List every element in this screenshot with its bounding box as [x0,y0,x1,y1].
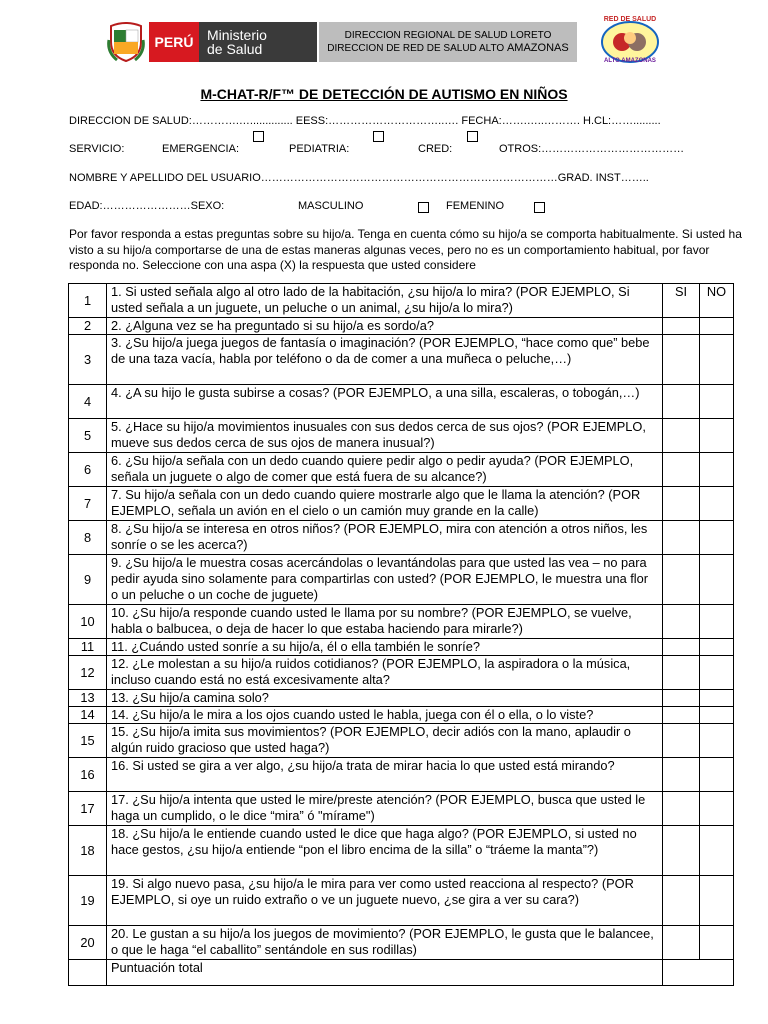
question-row [69,707,734,724]
question-number: 3 [69,335,107,385]
question-row [69,792,734,826]
total-label: Puntuación total [107,960,663,986]
region-box [319,22,577,62]
total-row [69,960,734,986]
answer-si-cell[interactable] [663,487,700,521]
question-text: 14. ¿Su hijo/a le mira a los ojos cuando usted le habla, juega con él o ella, o lo viste? [107,707,663,724]
answer-si-cell[interactable] [663,876,700,926]
emergencia-label: EMERGENCIA: [162,143,240,155]
questionnaire-table [68,283,734,986]
masculino-checkbox[interactable] [418,202,429,213]
question-row [69,453,734,487]
otros-field[interactable]: OTROS:………………………………… [499,143,685,155]
red-salud-logo [595,16,665,66]
answer-no-cell[interactable] [700,318,734,335]
answer-no-cell[interactable] [700,758,734,792]
answer-no-cell[interactable] [700,453,734,487]
question-text: 12. ¿Le molestan a su hijo/a ruidos cotidianos? (POR EJEMPLO, la aspiradora o la música, incluso cuando está no está excesivamente alta? [107,656,663,690]
question-row [69,690,734,707]
intro-text: Por favor responda a estas preguntas sobre su hijo/a. Tenga en cuenta cómo su hijo/a se comporta habitualmente. Si usted ha visto a su hijo/a comportarse de una de estas maneras algunas veces, pero no es un comportamiento habitual, por favor responda no. Seleccione con una aspa (X) la respuesta que usted considere [69,227,742,272]
question-text: 17. ¿Su hijo/a intenta que usted le mire/preste atención? (POR EJEMPLO, busca que usted le haga un cumplido, o le dice “mira” ó "mírame") [107,792,663,826]
femenino-checkbox[interactable] [534,202,545,213]
question-number: 12 [69,656,107,690]
question-number: 7 [69,487,107,521]
question-number: 15 [69,724,107,758]
question-row [69,656,734,690]
page-title: M-CHAT-R/F™ DE DETECCIÓN DE AUTISMO EN NIÑOS [200,86,568,102]
question-number: 11 [69,639,107,656]
answer-si-cell[interactable] [663,724,700,758]
ministry-logo [149,22,317,62]
answer-no-cell[interactable] [700,724,734,758]
question-number: 19 [69,876,107,926]
answer-no-cell[interactable] [700,707,734,724]
question-number: 16 [69,758,107,792]
question-text: 5. ¿Hace su hijo/a movimientos inusuales con sus dedos cerca de sus ojos? (POR EJEMPLO, mueve sus dedos cerca de sus ojos de manera inusual?) [107,419,663,453]
question-row [69,605,734,639]
answer-si-cell[interactable] [663,419,700,453]
question-text: 10. ¿Su hijo/a responde cuando usted le llama por su nombre? (POR EJEMPLO, se vuelve, habla o balbucea, o deja de hacer lo que estaba haciendo para mirarle?) [107,605,663,639]
answer-si-cell[interactable] [663,792,700,826]
question-text: 4. ¿A su hijo le gusta subirse a cosas? (POR EJEMPLO, a una silla, escaleras, o tobogán,…) [107,385,663,419]
question-text: 16. Si usted se gira a ver algo, ¿su hijo/a trata de mirar hacia lo que usted está mirando? [107,758,663,792]
answer-no-cell[interactable] [700,385,734,419]
answer-si-cell[interactable] [663,690,700,707]
question-number: 2 [69,318,107,335]
region-line2: DIRECCION DE RED DE SALUD ALTO [327,43,505,54]
answer-no-cell[interactable] [700,792,734,826]
answer-si-cell[interactable] [663,926,700,960]
region-line1: DIRECCION REGIONAL DE SALUD LORETO [344,30,552,41]
question-number: 4 [69,385,107,419]
logo-text-top: RED DE SALUD [603,16,657,23]
answer-si-cell[interactable] [663,758,700,792]
answer-no-cell[interactable] [700,521,734,555]
answer-si-cell[interactable] [663,605,700,639]
answer-no-cell[interactable] [700,605,734,639]
edad-sexo-field[interactable]: EDAD:……………………SEXO: [69,200,225,212]
question-row [69,419,734,453]
answer-si-cell[interactable] [663,707,700,724]
question-row [69,555,734,605]
question-text: 2. ¿Alguna vez se ha preguntado si su hijo/a es sordo/a? [107,318,663,335]
answer-si-cell[interactable] [663,826,700,876]
ministry-line1: Ministerio [207,27,267,43]
question-text: 9. ¿Su hijo/a le muestra cosas acercándolas o levantándolas para que usted las vea – no para pedir ayuda sino solamente para compartirlas con usted? (POR EJEMPLO, le muestra una flor o un peluche o un coche de juguete) [107,555,663,605]
question-text: 1. Si usted señala algo al otro lado de la habitación, ¿su hijo/a lo mira? (POR EJEMPLO, Si usted señala a un juguete, un peluche o un animal, ¿su hijo/a lo mira?) [107,284,663,318]
question-number: 17 [69,792,107,826]
answer-no-cell[interactable] [700,826,734,876]
question-row [69,318,734,335]
answer-no-cell[interactable] [700,335,734,385]
question-text: 6. ¿Su hijo/a señala con un dedo cuando quiere pedir algo o pedir ayuda? (POR EJEMPLO, señala un juguete o algo de comer que está fuera de su alcance?) [107,453,663,487]
question-row [69,487,734,521]
peru-coat-of-arms [107,22,145,62]
pediatria-checkbox[interactable] [373,131,384,142]
logo-text-bottom: ALTO AMAZONAS [604,58,656,64]
answer-si-cell[interactable] [663,318,700,335]
ministry-line2: de Salud [207,41,263,57]
answer-si-cell[interactable] [663,555,700,605]
total-number-cell [69,960,107,986]
question-text: 13. ¿Su hijo/a camina solo? [107,690,663,707]
answer-si-cell[interactable] [663,639,700,656]
question-number: 9 [69,555,107,605]
nombre-field[interactable]: NOMBRE Y APELLIDO DEL USUARIO………………………………………………………………………GRAD. INST…….. [69,172,649,184]
answer-no-cell[interactable] [700,690,734,707]
answer-no-cell[interactable] [700,487,734,521]
question-text: 11. ¿Cuándo usted sonríe a su hijo/a, él o ella también le sonríe? [107,639,663,656]
answer-no-cell[interactable] [700,555,734,605]
answer-si-cell[interactable] [663,335,700,385]
total-score-cell[interactable] [663,960,734,986]
answer-si-cell[interactable] [663,656,700,690]
question-row [69,826,734,876]
answer-no-cell[interactable] [700,926,734,960]
answer-no-cell[interactable] [700,419,734,453]
question-number: 5 [69,419,107,453]
question-row [69,639,734,656]
question-row [69,385,734,419]
question-row [69,758,734,792]
question-number: 6 [69,453,107,487]
answer-si-cell[interactable] [663,453,700,487]
pediatria-label: PEDIATRIA: [289,143,350,155]
cred-checkbox[interactable] [467,131,478,142]
answer-no-cell[interactable] [700,876,734,926]
question-number: 20 [69,926,107,960]
peru-label: PERÚ [149,22,199,62]
question-text: 7. Su hijo/a señala con un dedo cuando quiere mostrarle algo que le llama la atención? (POR EJEMPLO, señala un avión en el cielo o un camión muy grande en la calle) [107,487,663,521]
no-header[interactable]: NO [700,284,734,318]
answer-no-cell[interactable] [700,639,734,656]
masculino-label: MASCULINO [298,200,364,212]
question-number: 14 [69,707,107,724]
question-row [69,876,734,926]
question-number: 10 [69,605,107,639]
question-number: 18 [69,826,107,876]
femenino-label: FEMENINO [446,200,505,212]
question-row [69,926,734,960]
servicio-label: SERVICIO: [69,143,125,155]
answer-si-cell[interactable] [663,521,700,555]
cred-label: CRED: [418,143,453,155]
question-number: 1 [69,284,107,318]
question-row [69,521,734,555]
question-row [69,284,734,318]
si-header[interactable]: SI [663,284,700,318]
question-row [69,724,734,758]
question-text: 20. Le gustan a su hijo/a los juegos de movimiento? (POR EJEMPLO, le gusta que le balancee, o que le haga “el caballito” sentándole en sus rodillas) [107,926,663,960]
question-text: 15. ¿Su hijo/a imita sus movimientos? (POR EJEMPLO, decir adiós con la mano, aplaudir o algún ruido gracioso que usted haga?) [107,724,663,758]
emergencia-checkbox[interactable] [253,131,264,142]
region-line2-end: AMAZONAS [506,42,569,54]
answer-si-cell[interactable] [663,385,700,419]
question-row [69,335,734,385]
question-number: 8 [69,521,107,555]
question-text: 8. ¿Su hijo/a se interesa en otros niños? (POR EJEMPLO, mira con atención a otros niños, les sonríe o se les acerca?) [107,521,663,555]
question-text: 18. ¿Su hijo/a le entiende cuando usted le dice que haga algo? (POR EJEMPLO, si usted no hace gestos, ¿su hijo/a entiende “pon el libro encima de la silla” o “tráeme la manta”?) [107,826,663,876]
question-text: 19. Si algo nuevo pasa, ¿su hijo/a le mira para ver como usted reacciona al respecto? (POR EJEMPLO, si oye un ruido extraño o ve un juguete nuevo, ¿se gira a ver su cara?) [107,876,663,926]
question-text: 3. ¿Su hijo/a juega juegos de fantasía o imaginación? (POR EJEMPLO, “hace como que” bebe de una taza vacía, habla por teléfono o da de comer a una muñeca o peluche,…) [107,335,663,385]
form-line1[interactable]: DIRECCION DE SALUD:………….….............. EESS:…………………………..…. FECHA:…….…..………. H.CL:……......... [69,115,661,127]
answer-no-cell[interactable] [700,656,734,690]
question-number: 13 [69,690,107,707]
